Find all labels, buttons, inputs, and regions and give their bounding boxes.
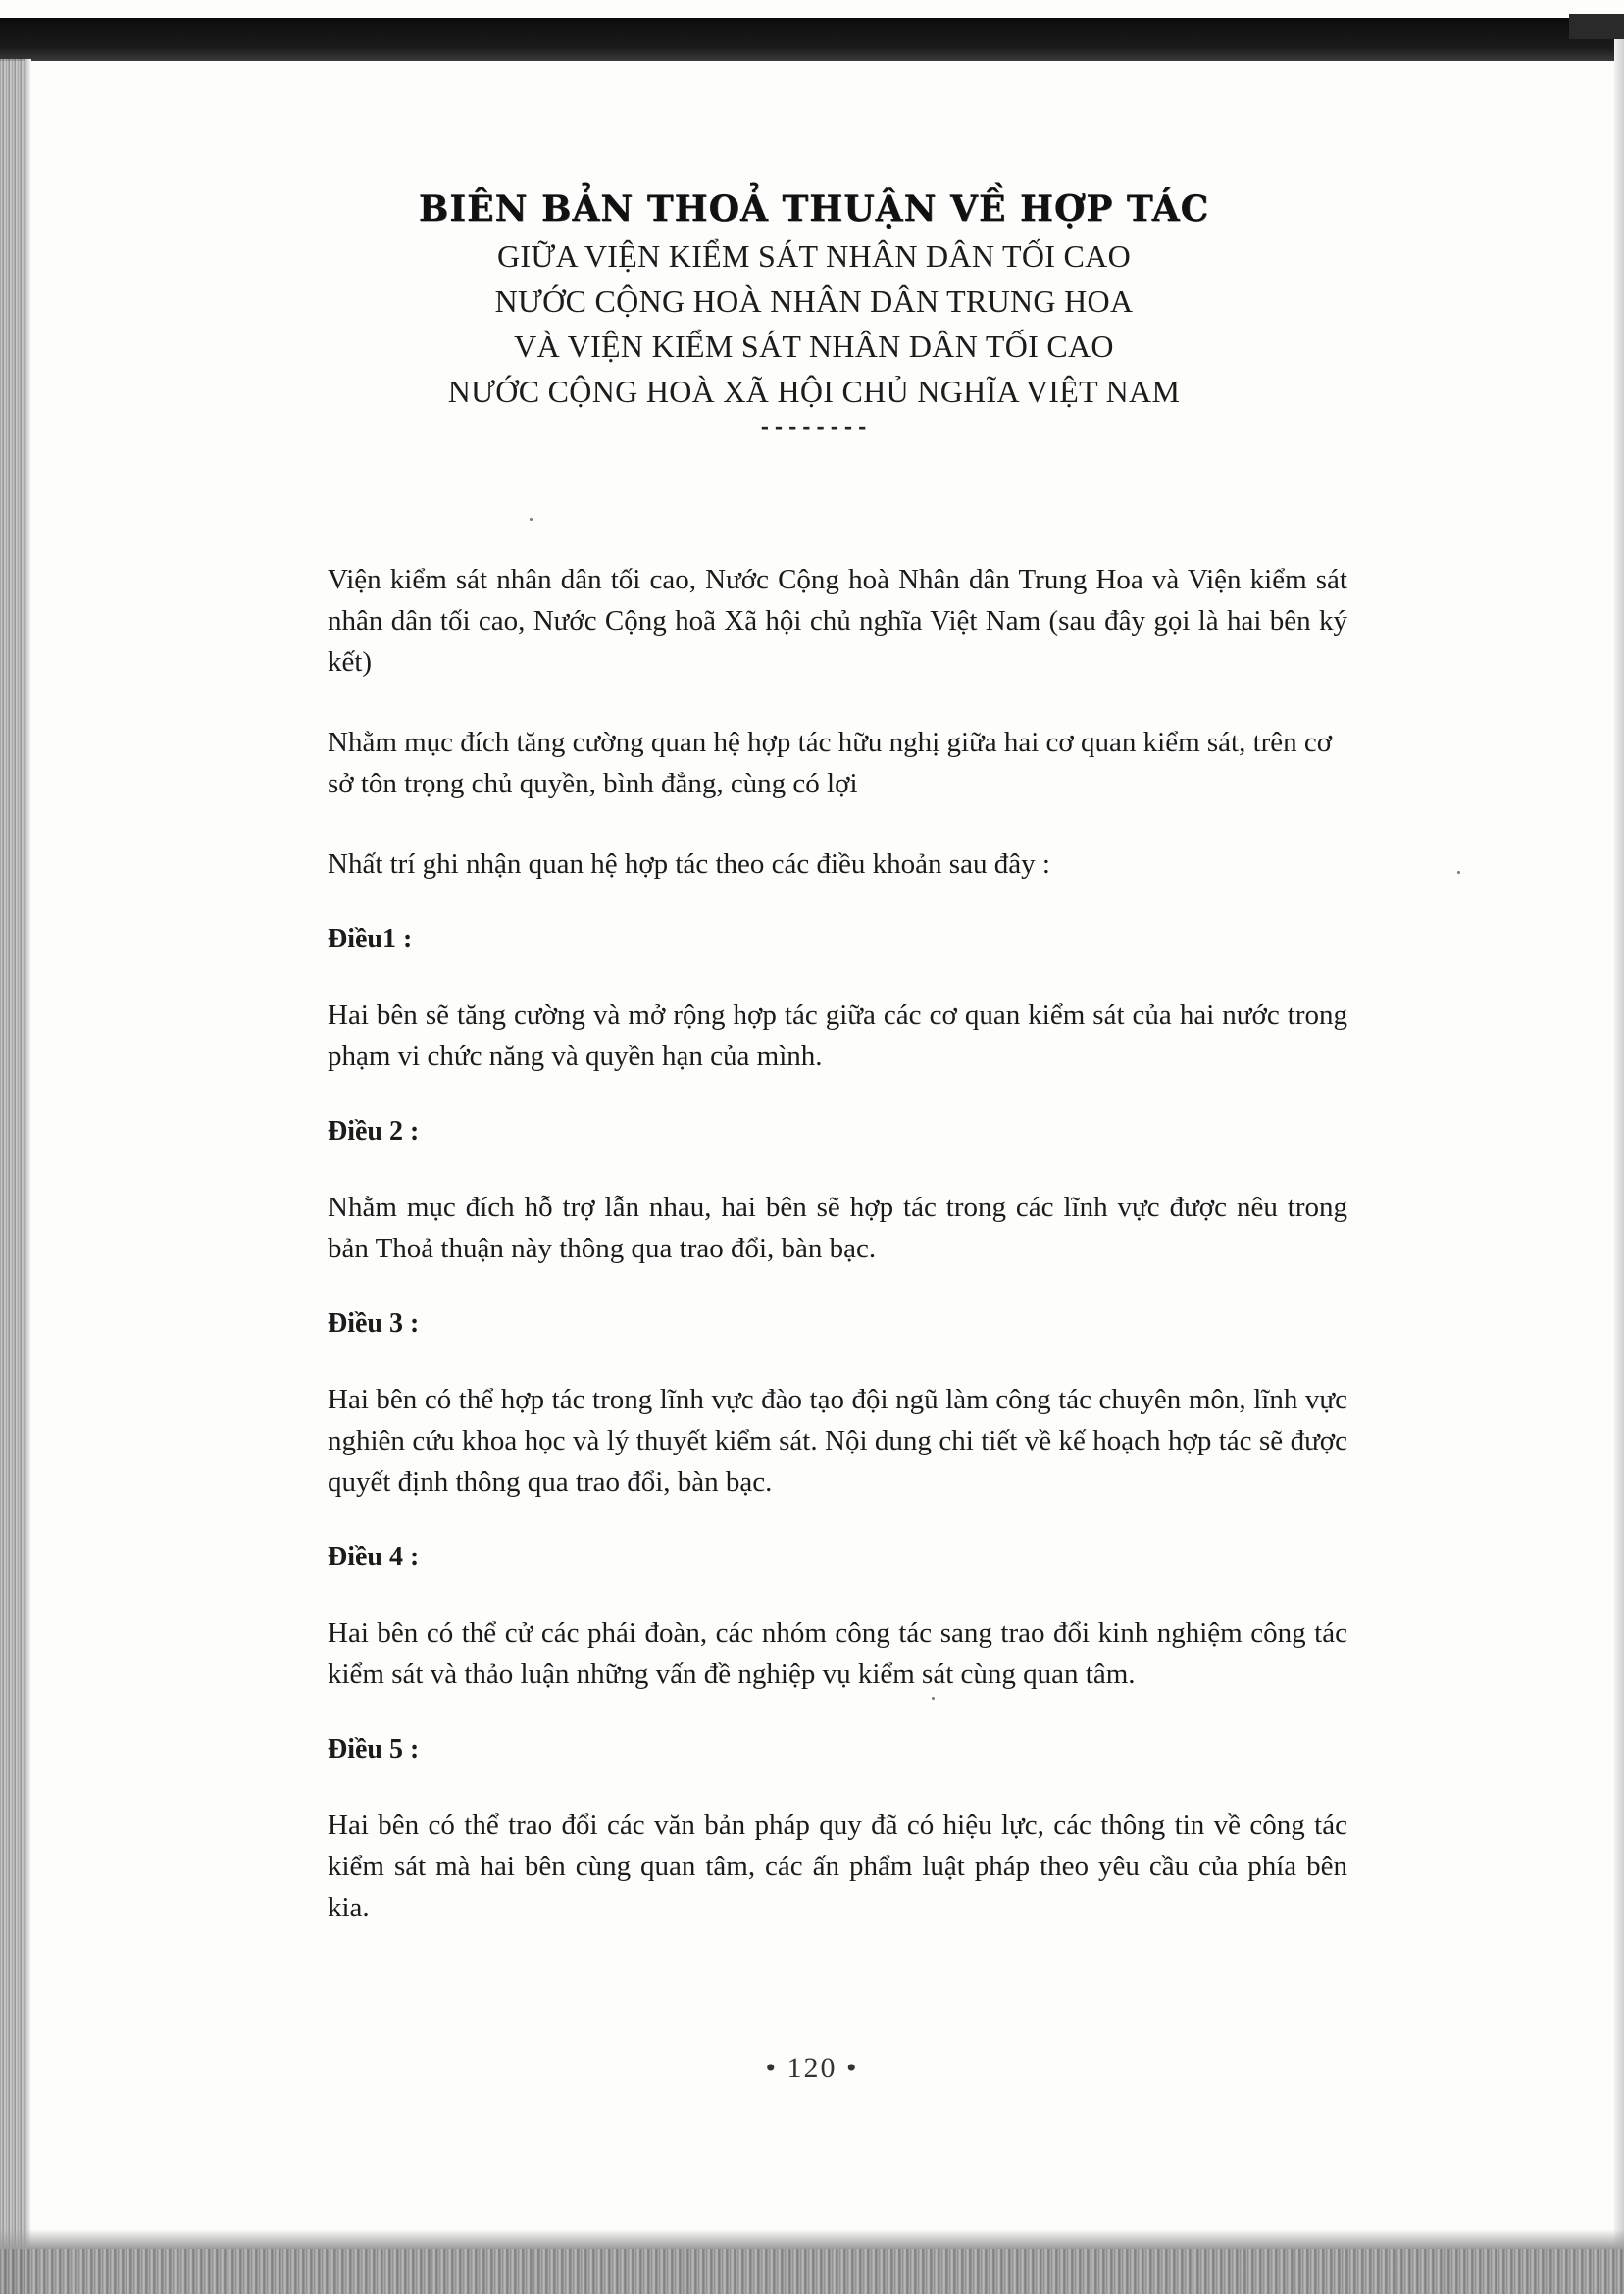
scan-left-shadow xyxy=(25,59,31,2294)
article-text: Hai bên sẽ tăng cường và mở rộng hợp tác giữa các cơ quan kiểm sát của hai nước trong phạm vi chức năng và quyền hạn của mình. xyxy=(328,999,1347,1072)
document-title xyxy=(324,188,1304,440)
scan-right-edge xyxy=(1614,39,1624,2294)
title-line: NƯỚC CỘNG HOÀ XÃ HỘI CHỦ NGHĨA VIỆT NAM xyxy=(447,374,1181,409)
preamble-paragraph: Nhằm mục đích tăng cường quan hệ hợp tác hữu nghị giữa hai cơ quan kiểm sát, trên cơ sở tôn trọng chủ quyền, bình đẳng, cùng có lợi xyxy=(328,727,1333,799)
article-heading: Điều 4 : xyxy=(328,1542,420,1572)
scan-speck xyxy=(1457,871,1460,874)
article-heading: Điều 2 : xyxy=(328,1116,420,1147)
article-heading: Điều 3 : xyxy=(328,1308,420,1339)
article-heading: Điều 5 : xyxy=(328,1734,420,1764)
scan-bottom-edge xyxy=(0,2249,1624,2294)
page-number: • 120 • xyxy=(765,2052,859,2084)
title-line: VÀ VIỆN KIỂM SÁT NHÂN DÂN TỐI CAO xyxy=(514,329,1114,364)
scan-top-edge xyxy=(0,18,1624,61)
article-text: Hai bên có thể cử các phái đoàn, các nhóm công tác sang trao đổi kinh nghiệm công tác kiểm sát và thảo luận những vấn đề nghiệp vụ kiểm sát cùng quan tâm. xyxy=(328,1617,1347,1690)
title-separator: -------- xyxy=(758,416,870,440)
article-text: Nhằm mục đích hỗ trợ lẫn nhau, hai bên sẽ hợp tác trong các lĩnh vực được nêu trong bản Thoả thuận này thông qua trao đổi, bàn bạc. xyxy=(328,1192,1347,1264)
title-main: BIÊN BẢN THOẢ THUẬN VỀ HỢP TÁC xyxy=(418,188,1210,229)
scan-corner-mark xyxy=(1569,14,1624,39)
scan-speck xyxy=(530,518,533,521)
preamble-paragraph: Nhất trí ghi nhận quan hệ hợp tác theo các điều khoản sau đây : xyxy=(328,848,1050,880)
article-heading: Điều1 : xyxy=(328,924,413,954)
article-text: Hai bên có thể trao đổi các văn bản pháp quy đã có hiệu lực, các thông tin về công tác kiểm sát mà hai bên cùng quan tâm, các ấn phẩm luật pháp theo yêu cầu của phía bên kia. xyxy=(328,1810,1347,1923)
title-line: NƯỚC CỘNG HOÀ NHÂN DÂN TRUNG HOA xyxy=(494,283,1134,319)
article-text: Hai bên có thể hợp tác trong lĩnh vực đào tạo đội ngũ làm công tác chuyên môn, lĩnh vực nghiên cứu khoa học và lý thuyết kiểm sát. Nội dung chi tiết về kế hoạch hợp tác sẽ được quyết định thông qua trao đổi, bàn bạc. xyxy=(328,1384,1347,1498)
title-line: GIỮA VIỆN KIỂM SÁT NHÂN DÂN TỐI CAO xyxy=(497,238,1131,274)
preamble-paragraph: Viện kiểm sát nhân dân tối cao, Nước Cộng hoà Nhân dân Trung Hoa và Viện kiểm sát nhân dân tối cao, Nước Cộng hoã Xã hội chủ nghĩa Việt Nam (sau đây gọi là hai bên ký kết) xyxy=(328,564,1347,678)
scan-bottom-shadow xyxy=(0,2229,1624,2249)
document-body xyxy=(328,559,1347,1967)
scan-left-edge xyxy=(0,59,25,2294)
